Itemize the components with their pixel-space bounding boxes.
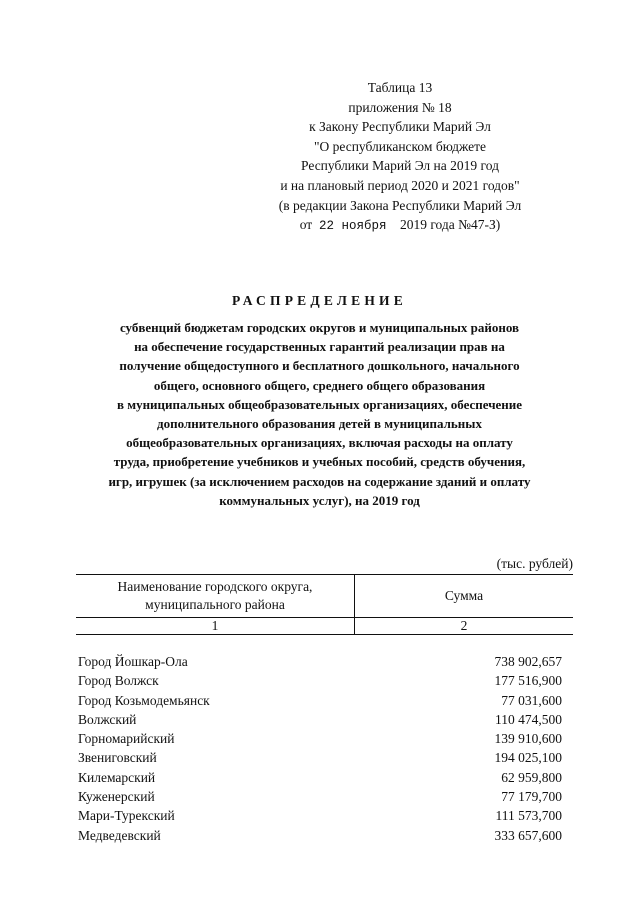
table-row	[78, 729, 562, 748]
district-name: Город Козьмодемьянск	[78, 692, 210, 708]
subtitle-line: субвенций бюджетам городских округов и муниципальных районов	[119, 320, 520, 335]
district-name: Медведевский	[78, 827, 161, 843]
document-header	[230, 78, 570, 237]
table-row	[78, 652, 562, 671]
law-number: 2019 года №47-З)	[399, 217, 501, 233]
header-line: (в редакции Закона Республики Марий Эл	[278, 197, 522, 213]
subtitle-line: общего, основного общего, среднего общего образования	[153, 377, 486, 393]
table-row	[78, 748, 562, 767]
district-name: Горномарийский	[78, 731, 175, 747]
header-line: и на плановый период 2020 и 2021 годов"	[280, 177, 520, 193]
table-row	[78, 691, 562, 710]
district-name: Килемарский	[78, 769, 156, 785]
column-header-name: Наименование городского округа, муниципального района	[76, 575, 355, 618]
subtitle-line: общеобразовательных организациях, включая расходы на оплату	[126, 435, 513, 451]
subtitle-line: получение общедоступного и бесплатного дошкольного, начального	[119, 358, 520, 374]
subtitle-line: дополнительного образования детей в муниципальных	[157, 416, 482, 432]
table-row	[78, 806, 562, 825]
header-line-date	[230, 215, 570, 237]
district-name: Город Йошкар-Ола	[78, 654, 188, 669]
column-number-2: 2	[355, 618, 574, 635]
district-name: Волжский	[78, 711, 137, 727]
subtitle-line: игр, игрушек (за исключением расходов на содержание зданий и оплату	[108, 473, 531, 489]
header-line: Таблица 13	[367, 80, 433, 95]
district-sum: 62 959,800	[501, 769, 562, 785]
units-label: (тыс. рублей)	[496, 556, 573, 571]
table-header	[76, 574, 573, 635]
date-value: 22 ноября	[318, 219, 387, 234]
district-name: Куженерский	[78, 789, 155, 805]
table-row	[78, 826, 562, 845]
table-row	[78, 671, 562, 690]
header-line: к Закону Республики Марий Эл	[309, 119, 491, 135]
document-title: РАСПРЕДЕЛЕНИЕ	[232, 293, 407, 308]
header-line: "О республиканском бюджете	[313, 138, 486, 154]
subtitle-line: в муниципальных общеобразовательных организациях, обеспечение	[116, 396, 523, 412]
district-sum: 177 516,900	[494, 673, 562, 689]
table-row	[78, 768, 562, 787]
header-line: приложения № 18	[348, 99, 452, 115]
district-sum: 738 902,657	[494, 654, 562, 669]
document-subtitle	[60, 318, 579, 510]
table-row	[78, 710, 562, 729]
column-number-1: 1	[76, 618, 355, 635]
district-sum: 77 031,600	[501, 692, 562, 708]
table-row	[78, 787, 562, 806]
district-name: Город Волжск	[78, 673, 159, 689]
district-sum: 333 657,600	[494, 827, 562, 843]
district-name: Мари-Турекский	[78, 808, 175, 824]
district-sum: 111 573,700	[495, 808, 562, 824]
column-header-sum: Сумма	[355, 575, 574, 618]
header-line: Республики Марий Эл на 2019 год	[301, 158, 499, 174]
district-name: Звениговский	[78, 750, 157, 766]
district-sum: 77 179,700	[501, 789, 562, 805]
district-sum: 194 025,100	[494, 750, 562, 766]
table-body	[78, 652, 562, 845]
subtitle-line: труда, приобретение учебников и учебных пособий, средств обучения,	[113, 454, 526, 470]
district-sum: 110 474,500	[495, 711, 562, 727]
subtitle-line: на обеспечение государственных гарантий реализации прав на	[134, 339, 505, 355]
subtitle-line: коммунальных услуг), на 2019 год	[219, 492, 420, 508]
date-prefix: от	[299, 217, 313, 233]
district-sum: 139 910,600	[494, 731, 562, 747]
